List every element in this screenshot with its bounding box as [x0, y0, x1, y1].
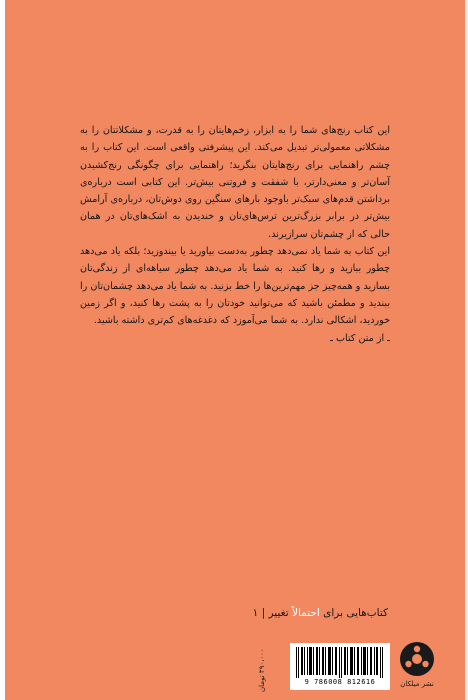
barcode-bars [296, 647, 384, 678]
series-prefix: کتاب‌هایی برای [319, 607, 388, 619]
series-accent: احتمالاً [291, 607, 320, 619]
barcode-digits: 9 786008 812616 [304, 678, 376, 686]
back-cover [5, 0, 465, 700]
publisher-logo [396, 638, 438, 694]
blurb-text [80, 122, 390, 347]
publisher-name: نشر میلکان [400, 680, 434, 688]
publisher-emblem-icon [396, 638, 438, 680]
price-label: ۳۹۰،۰۰۰ تومان [258, 648, 266, 692]
blurb-paragraph-1: این کتاب رنج‌های شما را به ابزار، زخم‌هایتان را به قدرت، و مشکلاتتان را به مشکلاتی معمولی‌تر تبدیل می‌کند. این پیشرفتی واقعی است. این کتاب را به چشم راهنمایی برای رنج‌هایتان بنگرید؛ راهنمایی برای چگونگی رنج‌کشیدن آسان‌تر و معنی‌دارتر، با شفقت و فروتنی بیش‌تر. این کتابی است درباره‌ی برداشتن قدم‌های سبک‌تر با‌وجود بارهای سنگین روی دوش‌تان، درباره‌ی آرامش بیش‌تر در برابر بزرگ‌ترین ترس‌های‌تان و خندیدن به اشک‌های‌تان در همان حالی که از چشم‌تان سرازیرند. [80, 125, 390, 240]
barcode [290, 643, 390, 690]
series-label [252, 603, 388, 623]
blurb-source: ـ از متن کتاب ـ [330, 332, 390, 344]
blurb-paragraph-2: این کتاب به شما یاد نمی‌دهد چطور به‌دست بیاورید یا بیندوزید؛ بلکه یاد می‌دهد چطور ببازید و رها کنید. به شما یاد می‌دهد چطور سیاهه‌ای از زندگی‌تان بسازید و همه‌چیز جز مهم‌ترین‌ها را خط بزنید. به شما یاد می‌دهد چشمان‌تان را ببندید و مطمئن باشید که می‌توانید خودتان را به پشت رها کنید، و اگر زمین خوردید، اشکالی ندارد. به شما می‌آموزد که دغدغه‌های کم‌تری داشته باشید. [80, 246, 390, 327]
series-suffix: تغییر | ۱ [252, 607, 292, 619]
